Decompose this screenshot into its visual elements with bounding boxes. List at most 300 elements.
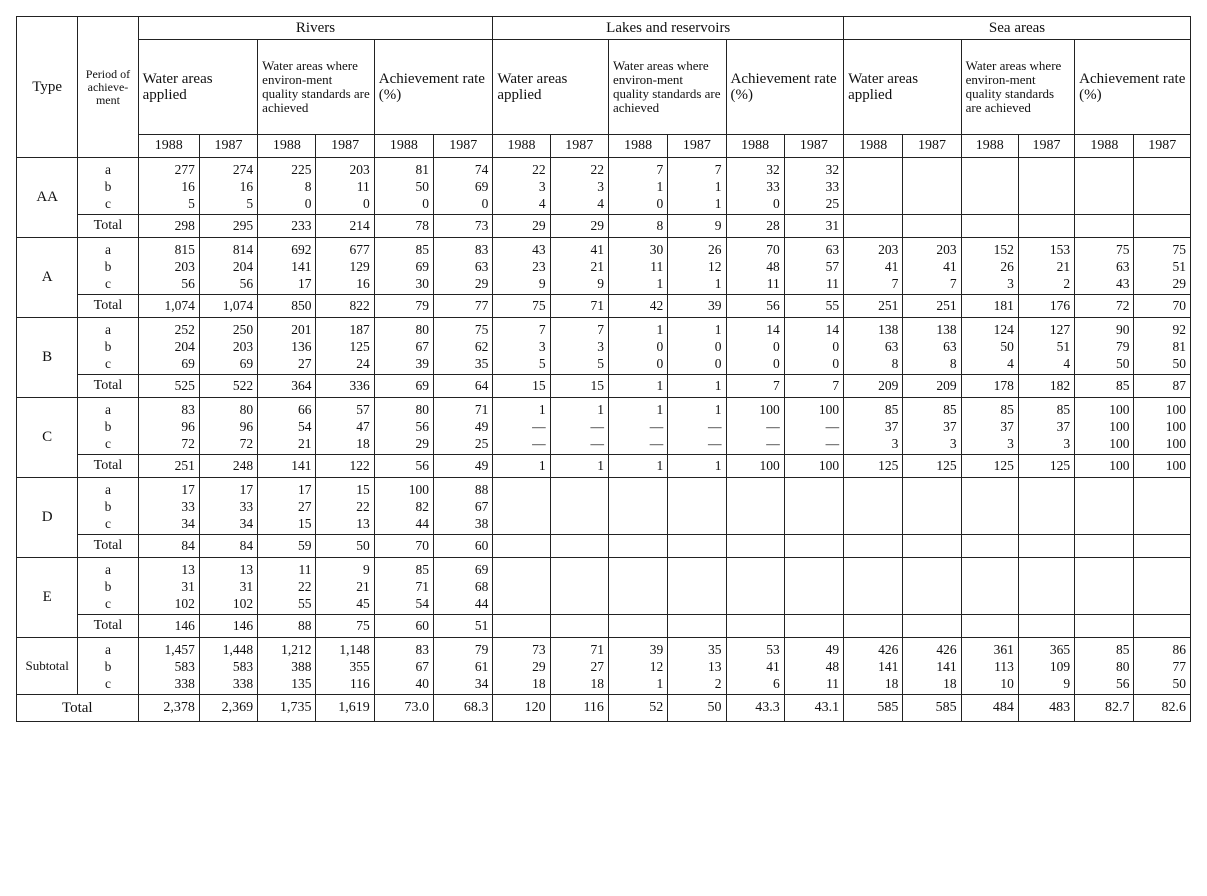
cell-value: 33 [181, 499, 195, 514]
achievement-table [16, 16, 1191, 722]
cell-value: 338 [232, 676, 254, 691]
total-cell: 248 [199, 455, 257, 478]
total-cell: 146 [138, 615, 199, 638]
cell-value [613, 578, 663, 595]
cell-value [1023, 561, 1070, 578]
year-header: 1988 [961, 135, 1018, 158]
cell-value: 225 [291, 162, 312, 177]
cell-value: 85 [1000, 402, 1014, 417]
cell-value: 0 [832, 339, 840, 354]
cell-value: 79 [1115, 339, 1130, 354]
cell-value: 7 [714, 162, 722, 177]
total-cell [961, 535, 1018, 558]
data-cell [1075, 398, 1134, 455]
cell-value [613, 498, 663, 515]
cell-value: 51 [1056, 339, 1071, 354]
cell-value: 85 [943, 402, 957, 417]
total-cell: 522 [199, 375, 257, 398]
data-cell [1075, 158, 1134, 215]
cell-value: 54 [415, 596, 430, 611]
total-row [17, 215, 1191, 238]
cell-value [966, 498, 1014, 515]
cell-value: 5 [538, 356, 546, 371]
cell-value: 0 [773, 356, 780, 371]
cell-value: 3 [1063, 436, 1071, 451]
total-cell: 125 [961, 455, 1018, 478]
cell-value: 49 [474, 419, 489, 434]
cell-value: 18 [532, 676, 546, 691]
cell-value: 187 [349, 322, 370, 337]
cell-value: 100 [1165, 419, 1186, 434]
cell-value [672, 561, 721, 578]
cell-value: 63 [825, 242, 840, 257]
cell-value: 2 [714, 676, 722, 691]
cell-value: 69 [474, 562, 489, 577]
year-header: 1987 [668, 135, 726, 158]
total-cell: 141 [258, 455, 316, 478]
cell-value: 26 [1000, 259, 1014, 274]
cell-value: 6 [773, 676, 780, 691]
total-row [17, 375, 1191, 398]
total-row [17, 455, 1191, 478]
period-label: a [104, 562, 111, 577]
cell-value: 81 [415, 162, 430, 177]
cell-value: 33 [239, 499, 254, 514]
total-cell [668, 615, 726, 638]
cell-value [1023, 578, 1070, 595]
data-cell [961, 478, 1018, 535]
data-cell [493, 398, 550, 455]
total-cell [493, 615, 550, 638]
cell-value: 13 [181, 562, 195, 577]
data-cell [726, 478, 784, 535]
total-cell [726, 615, 784, 638]
cell-value: 80 [415, 402, 430, 417]
cell-value: 85 [415, 562, 430, 577]
cell-value: 11 [650, 259, 664, 274]
cell-value: 5 [597, 356, 604, 371]
data-cell [1134, 398, 1191, 455]
cell-value: 71 [415, 579, 430, 594]
data-cell [199, 158, 257, 215]
cell-value: 51 [1172, 259, 1186, 274]
cell-value: 692 [291, 242, 312, 257]
cell-value: 63 [1115, 259, 1130, 274]
cell-value: 4 [1063, 356, 1071, 371]
period-label: c [104, 356, 111, 371]
period-labels [78, 158, 138, 215]
cell-value [1023, 178, 1070, 195]
grand-total-cell: 82.7 [1075, 695, 1134, 722]
cell-value [848, 515, 898, 532]
cell-value [731, 578, 780, 595]
cell-value: 100 [408, 482, 430, 497]
cell-value: 55 [297, 596, 312, 611]
data-cell [258, 318, 316, 375]
year-header: 1987 [1134, 135, 1191, 158]
grand-total-cell: 1,735 [258, 695, 316, 722]
year-header: 1988 [138, 135, 199, 158]
data-cell [374, 238, 433, 295]
cell-value: 583 [174, 659, 195, 674]
cell-value: 69 [474, 179, 489, 194]
cell-value: 16 [181, 179, 195, 194]
cell-value: 252 [174, 322, 195, 337]
cell-value [848, 578, 898, 595]
cell-value: 203 [936, 242, 957, 257]
cell-value: 85 [415, 242, 430, 257]
cell-value: 40 [415, 676, 430, 691]
total-cell: 233 [258, 215, 316, 238]
cell-value: 2 [1063, 276, 1071, 291]
total-cell [608, 615, 667, 638]
data-cell [1018, 478, 1074, 535]
total-cell [1134, 535, 1191, 558]
table-row [17, 398, 1191, 455]
total-cell: 1 [608, 375, 667, 398]
grand-total-cell: 1,619 [316, 695, 374, 722]
cell-value [966, 178, 1014, 195]
data-cell [903, 398, 961, 455]
period-label: a [104, 482, 111, 497]
data-cell [138, 238, 199, 295]
data-cell [903, 318, 961, 375]
cell-value: 48 [825, 659, 840, 674]
cell-value [1138, 578, 1186, 595]
cell-value: 31 [181, 579, 195, 594]
table-row [17, 478, 1191, 535]
period-header: Period of achieve-ment [78, 17, 138, 158]
total-cell: 15 [550, 375, 608, 398]
table-row [17, 318, 1191, 375]
total-cell: 251 [903, 295, 961, 318]
data-cell [668, 478, 726, 535]
cell-value: 100 [1109, 436, 1130, 451]
cell-value: 50 [415, 179, 430, 194]
cell-value: 1 [714, 322, 722, 337]
total-cell: 7 [726, 375, 784, 398]
table-body [17, 158, 1191, 722]
data-cell [784, 558, 843, 615]
data-cell [374, 558, 433, 615]
cell-value: 17 [297, 482, 312, 497]
cell-value: 11 [826, 676, 840, 691]
data-cell [1075, 638, 1134, 695]
cell-value: 47 [356, 419, 370, 434]
total-cell: 78 [374, 215, 433, 238]
cell-value: 0 [714, 356, 722, 371]
year-header: 1988 [493, 135, 550, 158]
cell-value: 203 [878, 242, 899, 257]
cell-value [1138, 561, 1186, 578]
cell-value: 61 [474, 659, 489, 674]
cell-value: 141 [936, 659, 957, 674]
cell-value: 8 [949, 356, 957, 371]
cell-value [555, 561, 604, 578]
data-cell [608, 558, 667, 615]
cell-value: 11 [356, 179, 370, 194]
total-cell: 209 [903, 375, 961, 398]
data-cell [199, 638, 257, 695]
data-cell [903, 638, 961, 695]
cell-value [1079, 515, 1129, 532]
cell-value: 13 [708, 659, 722, 674]
total-cell: 1 [550, 455, 608, 478]
cell-value: 100 [1109, 419, 1130, 434]
data-cell [316, 318, 374, 375]
total-cell: 822 [316, 295, 374, 318]
cell-value: 32 [766, 162, 780, 177]
cell-value: 44 [474, 596, 489, 611]
cell-value: 75 [474, 322, 489, 337]
data-cell [550, 158, 608, 215]
cell-value: 13 [239, 562, 254, 577]
cell-value [789, 498, 839, 515]
grand-total-cell: 82.6 [1134, 695, 1191, 722]
cell-value: 56 [415, 419, 430, 434]
data-cell [1134, 318, 1191, 375]
cell-value [966, 561, 1014, 578]
cell-value [789, 515, 839, 532]
cell-value: 27 [590, 659, 604, 674]
period-label: a [104, 642, 111, 657]
total-cell [1018, 615, 1074, 638]
cell-value [497, 481, 545, 498]
cell-value [555, 578, 604, 595]
cell-value: 0 [832, 356, 840, 371]
period-label: b [104, 419, 112, 434]
cell-value: 72 [239, 436, 254, 451]
data-cell [258, 158, 316, 215]
total-cell [784, 615, 843, 638]
cell-value: 18 [590, 676, 604, 691]
data-cell [258, 638, 316, 695]
data-cell [1134, 478, 1191, 535]
data-cell [1018, 638, 1074, 695]
total-cell: 49 [434, 455, 493, 478]
cell-value: 18 [884, 676, 899, 691]
type-header: Type [17, 17, 78, 158]
cell-value: — [766, 419, 780, 434]
cell-value: 41 [766, 659, 780, 674]
cell-value: 8 [304, 179, 312, 194]
cell-value: 11 [766, 276, 780, 291]
cell-value [1138, 481, 1186, 498]
data-cell [316, 478, 374, 535]
type-label: D [17, 478, 78, 558]
cell-value: 45 [356, 596, 370, 611]
cell-value [1138, 498, 1186, 515]
sea-header: Sea areas [844, 17, 1191, 40]
cell-value: — [825, 436, 840, 451]
cell-value: 96 [239, 419, 254, 434]
cell-value [1079, 561, 1129, 578]
cell-value [613, 595, 663, 612]
grand-total-cell: 73.0 [374, 695, 433, 722]
total-row [17, 535, 1191, 558]
sea-achieved-header: Water areas where environ-ment quality standards are achieved [961, 40, 1075, 135]
data-cell [493, 478, 550, 535]
data-cell [608, 318, 667, 375]
total-cell [493, 535, 550, 558]
cell-value: 37 [1000, 419, 1014, 434]
data-cell [844, 318, 903, 375]
cell-value: 62 [474, 339, 489, 354]
cell-value: 49 [825, 642, 840, 657]
cell-value: 0 [304, 196, 312, 211]
data-cell [608, 398, 667, 455]
cell-value [672, 498, 721, 515]
cell-value: 50 [1115, 356, 1130, 371]
total-cell: 364 [258, 375, 316, 398]
total-cell [844, 615, 903, 638]
cell-value [1023, 481, 1070, 498]
cell-value: 73 [532, 642, 546, 657]
cell-value: 43 [532, 242, 546, 257]
cell-value: 57 [356, 402, 370, 417]
data-cell [668, 318, 726, 375]
cell-value: 33 [825, 179, 840, 194]
cell-value [1079, 161, 1129, 178]
total-cell [844, 535, 903, 558]
data-cell [1075, 478, 1134, 535]
cell-value: 204 [232, 259, 254, 274]
data-cell [493, 238, 550, 295]
sea-applied-header: Water areas applied [844, 40, 962, 135]
cell-value: 67 [474, 499, 489, 514]
total-cell: 125 [844, 455, 903, 478]
data-cell [138, 478, 199, 535]
cell-value [731, 481, 780, 498]
data-cell [1075, 238, 1134, 295]
cell-value: 15 [297, 516, 312, 531]
cell-value: 57 [825, 259, 840, 274]
year-header-row [17, 135, 1191, 158]
cell-value [1079, 498, 1129, 515]
cell-value: 1,457 [164, 642, 195, 657]
grand-total-cell: 50 [668, 695, 726, 722]
total-cell: 850 [258, 295, 316, 318]
cell-value: 41 [943, 259, 957, 274]
cell-value: 7 [891, 276, 899, 291]
table-row [17, 158, 1191, 215]
data-cell [550, 398, 608, 455]
grand-total-cell: 483 [1018, 695, 1074, 722]
data-cell [903, 478, 961, 535]
cell-value: — [825, 419, 840, 434]
rivers-header: Rivers [138, 17, 493, 40]
cell-value: 9 [597, 276, 604, 291]
cell-value: 37 [943, 419, 957, 434]
year-header: 1987 [199, 135, 257, 158]
cell-value [1023, 161, 1070, 178]
cell-value [848, 561, 898, 578]
cell-value: 583 [232, 659, 254, 674]
cell-value: 85 [1056, 402, 1071, 417]
cell-value: 102 [174, 596, 195, 611]
cell-value: 31 [239, 579, 254, 594]
cell-value: 39 [415, 356, 430, 371]
cell-value: 30 [415, 276, 430, 291]
cell-value: 15 [356, 482, 370, 497]
data-cell [1018, 318, 1074, 375]
cell-value: 0 [656, 339, 664, 354]
grand-total-cell: 43.3 [726, 695, 784, 722]
cell-value: 83 [474, 242, 489, 257]
data-cell [316, 558, 374, 615]
cell-value: 14 [766, 322, 780, 337]
total-cell [784, 535, 843, 558]
total-cell: 100 [784, 455, 843, 478]
cell-value [966, 578, 1014, 595]
cell-value [1138, 595, 1186, 612]
cell-value: 141 [291, 259, 312, 274]
grand-total-cell: 484 [961, 695, 1018, 722]
cell-value: 11 [826, 276, 840, 291]
cell-value: 109 [1049, 659, 1071, 674]
cell-value: 127 [1049, 322, 1071, 337]
data-cell [493, 318, 550, 375]
cell-value: 21 [297, 436, 312, 451]
data-cell [1018, 558, 1074, 615]
data-cell [199, 478, 257, 535]
cell-value: 116 [349, 676, 370, 691]
table-row [17, 558, 1191, 615]
period-labels [78, 318, 138, 375]
data-cell [434, 398, 493, 455]
cell-value: 26 [708, 242, 722, 257]
data-cell [668, 238, 726, 295]
cell-value: 0 [362, 196, 370, 211]
period-label: a [104, 322, 111, 337]
cell-value: 24 [356, 356, 370, 371]
period-labels [78, 638, 138, 695]
total-cell: 8 [608, 215, 667, 238]
rivers-applied-header: Water areas applied [138, 40, 258, 135]
data-cell [726, 238, 784, 295]
data-cell [961, 558, 1018, 615]
cell-value [1023, 595, 1070, 612]
cell-value: 82 [415, 499, 430, 514]
cell-value: 426 [878, 642, 899, 657]
year-header: 1988 [1075, 135, 1134, 158]
period-label: a [104, 162, 111, 177]
total-row [17, 295, 1191, 318]
grand-total-cell: 68.3 [434, 695, 493, 722]
cell-value [731, 498, 780, 515]
cell-value: 34 [239, 516, 254, 531]
cell-value [907, 178, 956, 195]
data-cell [903, 238, 961, 295]
total-cell: 146 [199, 615, 257, 638]
cell-value: 8 [891, 356, 899, 371]
cell-value: 66 [297, 402, 312, 417]
data-cell [1075, 558, 1134, 615]
grand-total-cell: 116 [550, 695, 608, 722]
cell-value: 35 [708, 642, 722, 657]
cell-value: 56 [239, 276, 254, 291]
cell-value [555, 481, 604, 498]
cell-value: 4 [538, 196, 546, 211]
year-header: 1987 [784, 135, 843, 158]
cell-value: 83 [181, 402, 195, 417]
data-cell [844, 478, 903, 535]
lakes-header: Lakes and reservoirs [493, 17, 844, 40]
total-cell [726, 535, 784, 558]
data-cell [1134, 558, 1191, 615]
cell-value [613, 481, 663, 498]
data-cell [493, 158, 550, 215]
